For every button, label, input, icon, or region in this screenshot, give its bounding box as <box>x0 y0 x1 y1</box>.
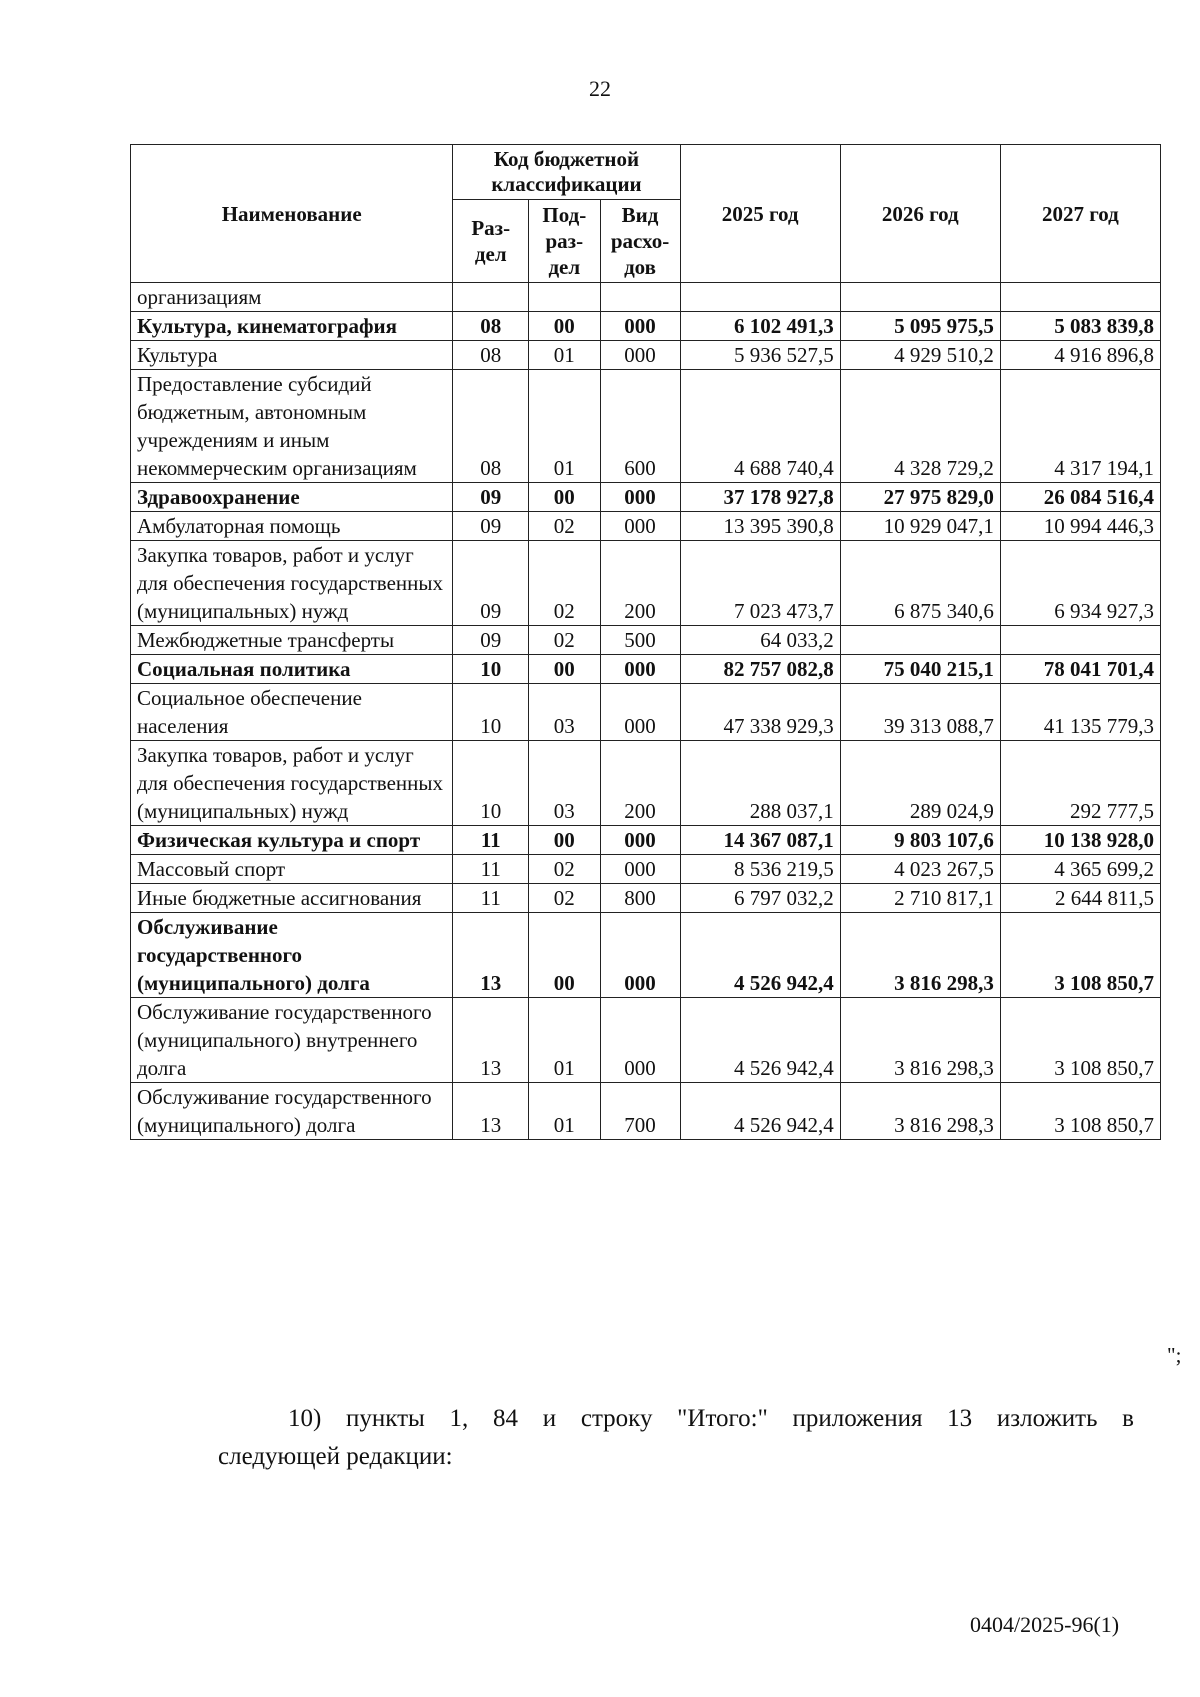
cell-2025: 13 395 390,8 <box>680 512 840 541</box>
document-number: 0404/2025-96(1) <box>970 1612 1120 1637</box>
cell-vid: 700 <box>600 1083 680 1140</box>
cell-2026: 4 328 729,2 <box>840 370 1000 483</box>
header-vid: Вид расхо- дов <box>600 200 680 283</box>
closing-quote-mark: "; <box>1167 1343 1182 1367</box>
cell-2026: 4 023 267,5 <box>840 855 1000 884</box>
cell-vid: 800 <box>600 884 680 913</box>
cell-2026: 27 975 829,0 <box>840 483 1000 512</box>
table-row <box>131 312 1161 341</box>
table-row <box>131 741 1161 826</box>
amendment-paragraph <box>218 1400 1134 1476</box>
cell-2026: 3 816 298,3 <box>840 913 1000 998</box>
cell-name: Культура <box>131 341 453 370</box>
cell-vid: 500 <box>600 626 680 655</box>
cell-2025: 7 023 473,7 <box>680 541 840 626</box>
cell-2025: 6 102 491,3 <box>680 312 840 341</box>
cell-podrazdel <box>529 283 600 312</box>
table-row <box>131 855 1161 884</box>
paragraph-line-2: следующей редакции: <box>218 1443 453 1470</box>
header-2027: 2027 год <box>1000 145 1160 283</box>
header-razdel: Раз- дел <box>453 200 529 283</box>
cell-vid: 000 <box>600 483 680 512</box>
table-header <box>131 145 1161 283</box>
cell-2027: 3 108 850,7 <box>1000 913 1160 998</box>
cell-razdel: 09 <box>453 541 529 626</box>
cell-name: Иные бюджетные ассигнования <box>131 884 453 913</box>
cell-2026 <box>840 626 1000 655</box>
paragraph-line-1: 10) пункты 1, 84 и строку "Итого:" приложения 13 изложить в <box>288 1405 1134 1432</box>
table-row <box>131 483 1161 512</box>
cell-name: Обслуживание государственного (муниципального) внутреннего долга <box>131 998 453 1083</box>
cell-2027: 4 916 896,8 <box>1000 341 1160 370</box>
cell-2027: 3 108 850,7 <box>1000 1083 1160 1140</box>
cell-2027: 4 365 699,2 <box>1000 855 1160 884</box>
table-row <box>131 1083 1161 1140</box>
cell-2027: 6 934 927,3 <box>1000 541 1160 626</box>
budget-table <box>130 144 1161 1140</box>
table-row <box>131 283 1161 312</box>
cell-2026: 5 095 975,5 <box>840 312 1000 341</box>
cell-2026: 4 929 510,2 <box>840 341 1000 370</box>
cell-name: Предоставление субсидий бюджетным, автономным учреждениям и иным некоммерческим организациям <box>131 370 453 483</box>
cell-2025: 14 367 087,1 <box>680 826 840 855</box>
header-podrazdel: Под- раз- дел <box>529 200 600 283</box>
header-code-group: Код бюджетной классификации <box>453 145 680 200</box>
cell-vid: 200 <box>600 741 680 826</box>
cell-2027: 2 644 811,5 <box>1000 884 1160 913</box>
cell-2027: 4 317 194,1 <box>1000 370 1160 483</box>
cell-vid: 000 <box>600 913 680 998</box>
cell-vid: 200 <box>600 541 680 626</box>
cell-podrazdel: 02 <box>529 512 600 541</box>
cell-2027 <box>1000 283 1160 312</box>
cell-2027: 292 777,5 <box>1000 741 1160 826</box>
cell-2025: 82 757 082,8 <box>680 655 840 684</box>
cell-2026: 75 040 215,1 <box>840 655 1000 684</box>
cell-2025: 288 037,1 <box>680 741 840 826</box>
table-row <box>131 541 1161 626</box>
cell-2027 <box>1000 626 1160 655</box>
cell-razdel: 13 <box>453 998 529 1083</box>
cell-2027: 78 041 701,4 <box>1000 655 1160 684</box>
table-row <box>131 655 1161 684</box>
cell-vid: 000 <box>600 341 680 370</box>
cell-name: Амбулаторная помощь <box>131 512 453 541</box>
cell-name: Закупка товаров, работ и услуг для обеспечения государственных (муниципальных) нужд <box>131 741 453 826</box>
cell-razdel: 11 <box>453 884 529 913</box>
cell-2026 <box>840 283 1000 312</box>
cell-razdel: 11 <box>453 826 529 855</box>
table-row <box>131 998 1161 1083</box>
table-row <box>131 884 1161 913</box>
cell-name: Закупка товаров, работ и услуг для обеспечения государственных (муниципальных) нужд <box>131 541 453 626</box>
header-2026: 2026 год <box>840 145 1000 283</box>
cell-name: Здравоохранение <box>131 483 453 512</box>
cell-razdel: 13 <box>453 913 529 998</box>
cell-name: Социальная политика <box>131 655 453 684</box>
cell-2027: 10 994 446,3 <box>1000 512 1160 541</box>
cell-2025: 4 526 942,4 <box>680 1083 840 1140</box>
cell-vid: 000 <box>600 855 680 884</box>
cell-2025: 47 338 929,3 <box>680 684 840 741</box>
cell-razdel: 08 <box>453 312 529 341</box>
cell-vid: 600 <box>600 370 680 483</box>
table-row <box>131 626 1161 655</box>
table-row <box>131 341 1161 370</box>
cell-podrazdel: 00 <box>529 655 600 684</box>
cell-2025: 6 797 032,2 <box>680 884 840 913</box>
cell-2025: 4 526 942,4 <box>680 998 840 1083</box>
cell-2026: 6 875 340,6 <box>840 541 1000 626</box>
header-2025: 2025 год <box>680 145 840 283</box>
cell-2027: 41 135 779,3 <box>1000 684 1160 741</box>
cell-name: Обслуживание государственного (муниципального) долга <box>131 1083 453 1140</box>
cell-razdel: 10 <box>453 684 529 741</box>
cell-razdel: 08 <box>453 370 529 483</box>
cell-2027: 10 138 928,0 <box>1000 826 1160 855</box>
cell-podrazdel: 00 <box>529 312 600 341</box>
cell-razdel: 10 <box>453 655 529 684</box>
cell-vid: 000 <box>600 512 680 541</box>
cell-razdel: 08 <box>453 341 529 370</box>
cell-name: Обслуживание государственного (муниципального) долга <box>131 913 453 998</box>
cell-podrazdel: 00 <box>529 483 600 512</box>
cell-vid: 000 <box>600 826 680 855</box>
cell-razdel: 09 <box>453 483 529 512</box>
cell-razdel: 10 <box>453 741 529 826</box>
cell-2027: 5 083 839,8 <box>1000 312 1160 341</box>
cell-podrazdel: 01 <box>529 341 600 370</box>
cell-2026: 9 803 107,6 <box>840 826 1000 855</box>
cell-2025: 64 033,2 <box>680 626 840 655</box>
cell-podrazdel: 03 <box>529 741 600 826</box>
cell-2026: 3 816 298,3 <box>840 998 1000 1083</box>
cell-name: Культура, кинематография <box>131 312 453 341</box>
cell-podrazdel: 00 <box>529 826 600 855</box>
cell-name: Физическая культура и спорт <box>131 826 453 855</box>
cell-podrazdel: 01 <box>529 998 600 1083</box>
cell-name: Массовый спорт <box>131 855 453 884</box>
cell-razdel: 11 <box>453 855 529 884</box>
cell-vid: 000 <box>600 998 680 1083</box>
cell-2025: 4 526 942,4 <box>680 913 840 998</box>
cell-2027: 3 108 850,7 <box>1000 998 1160 1083</box>
table-row <box>131 512 1161 541</box>
cell-2025: 37 178 927,8 <box>680 483 840 512</box>
cell-podrazdel: 02 <box>529 626 600 655</box>
cell-podrazdel: 02 <box>529 884 600 913</box>
cell-vid <box>600 283 680 312</box>
cell-2027: 26 084 516,4 <box>1000 483 1160 512</box>
cell-name: Межбюджетные трансферты <box>131 626 453 655</box>
cell-2026: 3 816 298,3 <box>840 1083 1000 1140</box>
cell-name: организациям <box>131 283 453 312</box>
cell-2025: 5 936 527,5 <box>680 341 840 370</box>
header-name: Наименование <box>131 145 453 283</box>
cell-podrazdel: 01 <box>529 370 600 483</box>
cell-razdel: 09 <box>453 512 529 541</box>
cell-2025: 4 688 740,4 <box>680 370 840 483</box>
cell-podrazdel: 01 <box>529 1083 600 1140</box>
cell-podrazdel: 00 <box>529 913 600 998</box>
cell-2026: 2 710 817,1 <box>840 884 1000 913</box>
cell-vid: 000 <box>600 684 680 741</box>
table-row <box>131 913 1161 998</box>
cell-vid: 000 <box>600 655 680 684</box>
table-row <box>131 370 1161 483</box>
cell-2026: 39 313 088,7 <box>840 684 1000 741</box>
cell-razdel <box>453 283 529 312</box>
cell-vid: 000 <box>600 312 680 341</box>
cell-razdel: 09 <box>453 626 529 655</box>
cell-razdel: 13 <box>453 1083 529 1140</box>
table-body <box>131 283 1161 1140</box>
table-row <box>131 684 1161 741</box>
page-number: 22 <box>589 76 611 101</box>
cell-podrazdel: 02 <box>529 541 600 626</box>
cell-2026: 10 929 047,1 <box>840 512 1000 541</box>
cell-2026: 289 024,9 <box>840 741 1000 826</box>
table-row <box>131 826 1161 855</box>
cell-podrazdel: 02 <box>529 855 600 884</box>
cell-2025: 8 536 219,5 <box>680 855 840 884</box>
cell-podrazdel: 03 <box>529 684 600 741</box>
cell-name: Социальное обеспечение населения <box>131 684 453 741</box>
cell-2025 <box>680 283 840 312</box>
